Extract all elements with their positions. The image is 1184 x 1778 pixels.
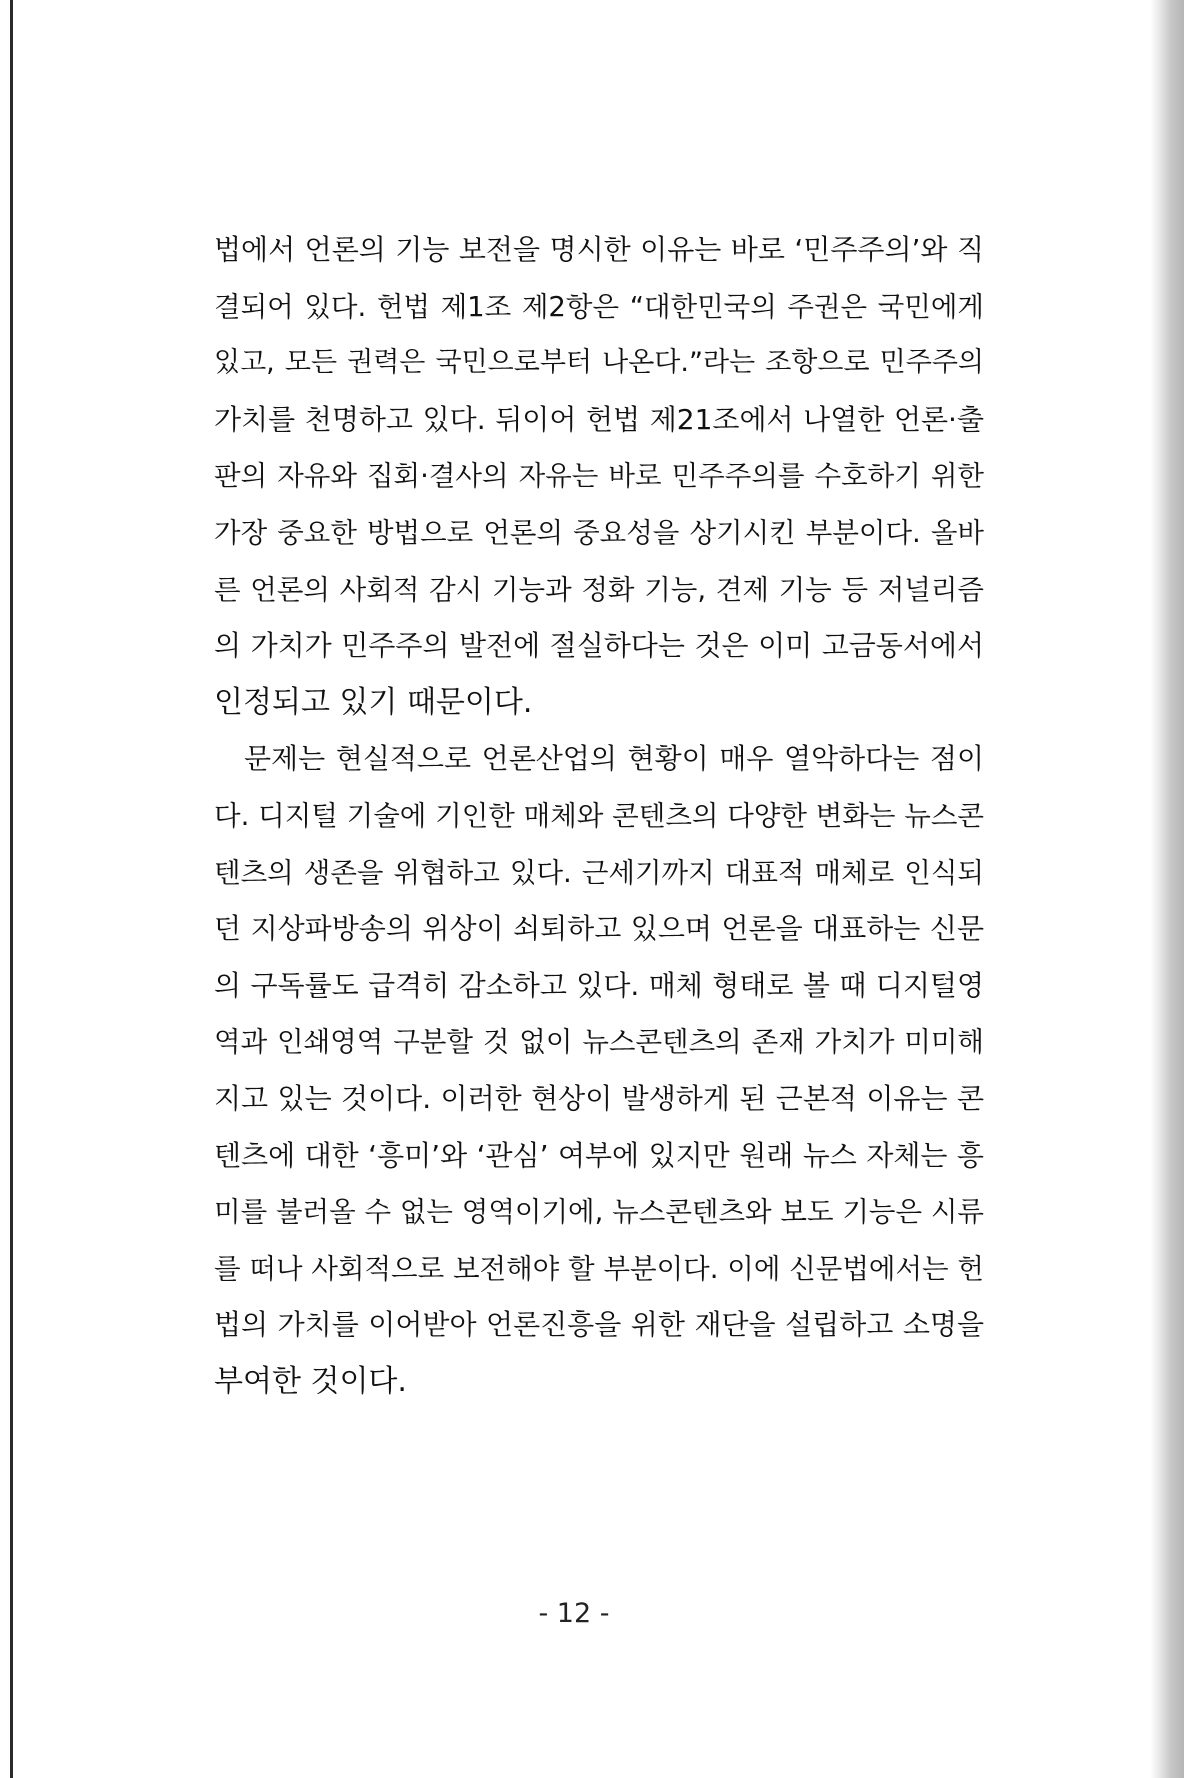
text-line: 텐츠의 생존을 위협하고 있다. 근세기까지 대표적 매체로 인식되: [214, 856, 984, 889]
text-line: 인정되고 있기 때문이다.: [214, 684, 533, 720]
page-right-shadow: [1150, 0, 1184, 1778]
text-line: 가장 중요한 방법으로 언론의 중요성을 상기시킨 부분이다. 올바: [214, 516, 984, 549]
text-line: 법의 가치를 이어받아 언론진흥을 위한 재단을 설립하고 소명을: [214, 1308, 984, 1342]
body-text: [214, 222, 984, 1410]
text-line: 의 구독률도 급격히 감소하고 있다. 매체 형태로 볼 때 디지털영: [214, 968, 984, 1002]
text-line: 텐츠에 대한 ‘흥미’와 ‘관심’ 여부에 있지만 원래 뉴스 자체는 흥: [214, 1138, 984, 1172]
text-line: 른 언론의 사회적 감시 기능과 정화 기능, 견제 기능 등 저널리즘: [214, 573, 984, 606]
text-line: 역과 인쇄영역 구분할 것 없이 뉴스콘텐츠의 존재 가치가 미미해: [214, 1026, 984, 1059]
text-line: 지고 있는 것이다. 이러한 현상이 발생하게 된 근본적 이유는 콘: [214, 1081, 984, 1115]
text-line: 다. 디지털 기술에 기인한 매체와 콘텐츠의 다양한 변화는 뉴스콘: [214, 799, 984, 832]
page-left-edge: [10, 0, 13, 1778]
text-line: 를 떠나 사회적으로 보전해야 할 부분이다. 이에 신문법에서는 헌: [214, 1252, 984, 1285]
text-line: 던 지상파방송의 위상이 쇠퇴하고 있으며 언론을 대표하는 신문: [214, 912, 984, 946]
page-number: - 12 -: [538, 1598, 610, 1629]
text-line: 미를 불러올 수 없는 영역이기에, 뉴스콘텐츠와 보도 기능은 시류: [214, 1196, 984, 1229]
text-line: 가치를 천명하고 있다. 뒤이어 헌법 제21조에서 나열한 언론·출: [214, 402, 984, 436]
text-line: 있고, 모든 권력은 국민으로부터 나온다.”라는 조항으로 민주주의: [214, 347, 984, 379]
text-line: 판의 자유와 집회·결사의 자유는 바로 민주주의를 수호하기 위한: [214, 460, 984, 493]
text-line: 문제는 현실적으로 언론산업의 현황이 매우 열악하다는 점이: [244, 742, 984, 776]
text-line: 의 가치가 민주주의 발전에 절실하다는 것은 이미 고금동서에서: [214, 629, 984, 663]
text-line: 법에서 언론의 기능 보전을 명시한 이유는 바로 ‘민주주의’와 직: [214, 233, 984, 266]
text-line: 부여한 것이다.: [214, 1363, 407, 1399]
text-line: 결되어 있다. 헌법 제1조 제2항은 “대한민국의 주권은 국민에게: [214, 290, 984, 323]
